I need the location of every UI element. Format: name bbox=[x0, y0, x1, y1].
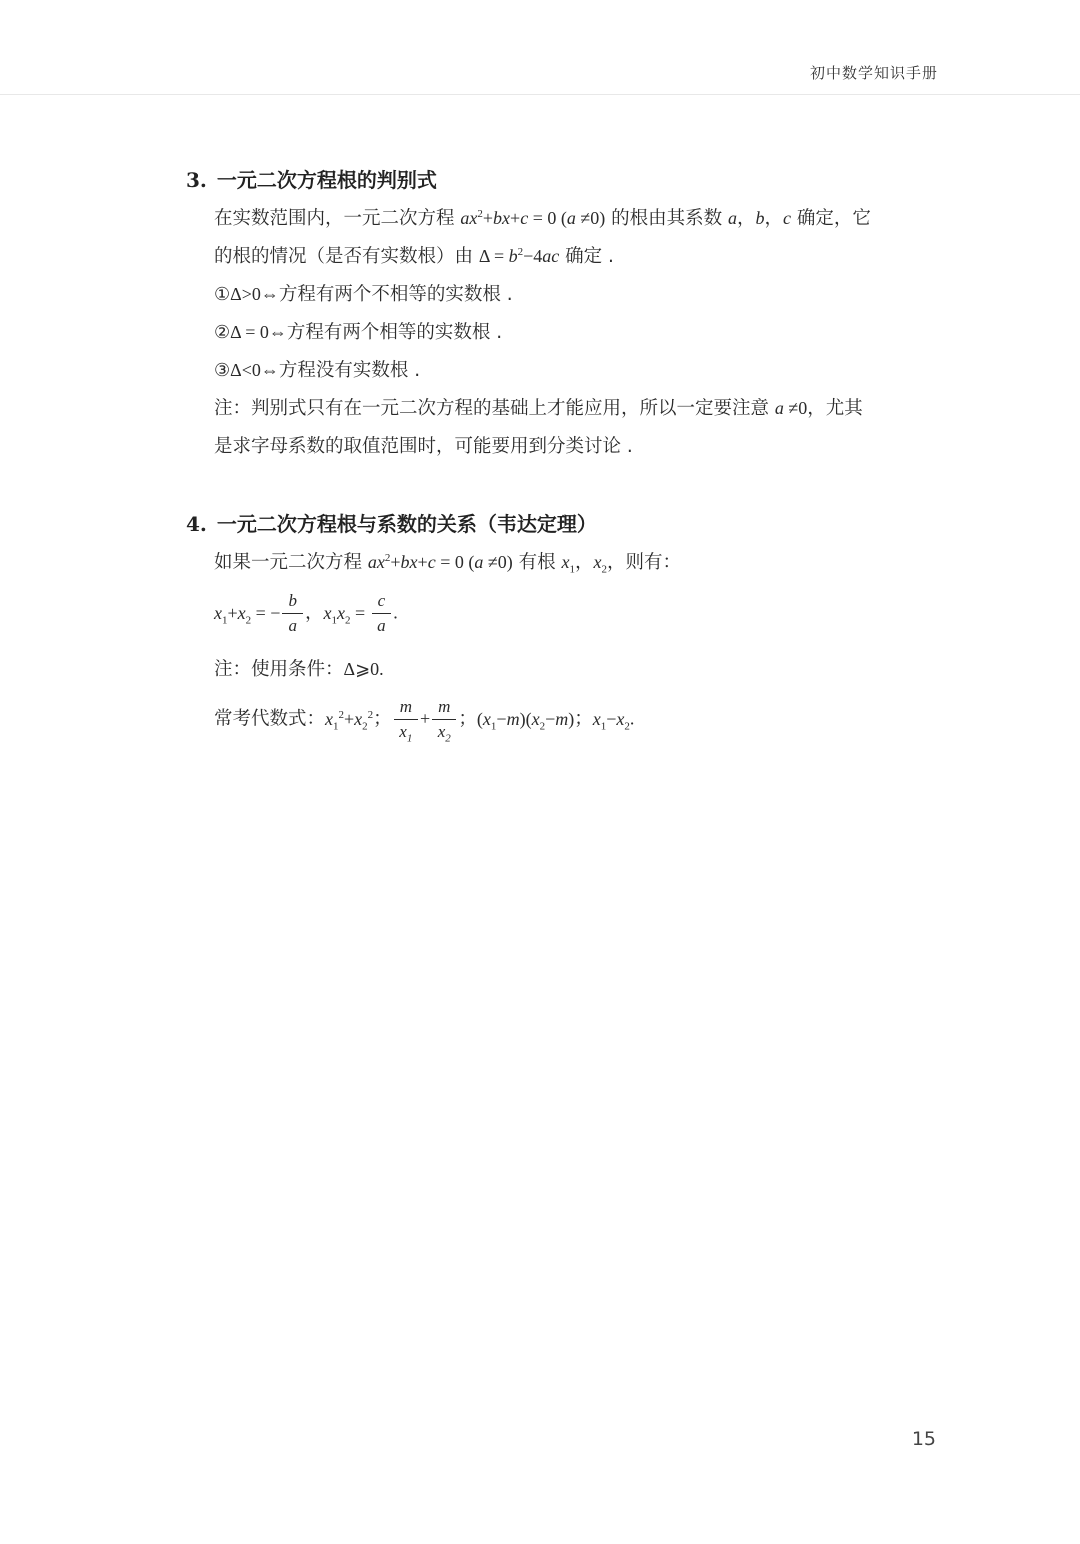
section-3-note-line-1: 注：判别式只有在一元二次方程的基础上才能应用，所以一定要注意 a ≠0，尤其 bbox=[214, 398, 863, 419]
section-4-title bbox=[186, 508, 597, 537]
discriminant-case-3: ③Δ<0⇔方程没有实数根 . bbox=[214, 360, 421, 381]
fraction-c-over-a: $\frac{c}{a}$ bbox=[372, 590, 392, 637]
section-3-number: 3. bbox=[186, 168, 207, 192]
discriminant-case-2: ②Δ = 0⇔方程有两个相等的实数根 . bbox=[214, 322, 503, 343]
section-4-paragraph: 如果一元二次方程 $ax^2+bx+c = 0$ (a ≠0) 有根 $x_1$，$x_2$，则有： bbox=[214, 552, 682, 576]
expr-sum-of-squares: $x_1^2+x_2^2$ bbox=[325, 708, 374, 733]
section-3-paragraph-line-1: 在实数范围内，一元二次方程 $ax^2+bx+c = 0$ (a ≠0) 的根由其系数 a，b，c 确定，它 bbox=[214, 208, 871, 229]
page-number: 15 bbox=[911, 1428, 936, 1450]
header-title: 初中数学知识手册 bbox=[809, 64, 938, 82]
section-4-heading: 一元二次方程根与系数的关系（韦达定理） bbox=[216, 512, 597, 536]
fraction-m-over-x1: $\frac{m}{x_1}$ bbox=[394, 696, 418, 743]
quadratic-equation: $ax^2+bx+c = 0$ (a ≠0) bbox=[460, 208, 606, 228]
vieta-formulas: $x_1+x_2$ = − $\frac{b}{a}$ ，$x_1x_2$ = $\frac{c}{a}$ . bbox=[214, 591, 398, 635]
expr-difference: $x_1-x_2$ bbox=[592, 708, 630, 733]
section-3-paragraph-line-2: 的根的情况（是否有实数根）由 $\Delta = b^2-4ac$ 确定 . bbox=[214, 246, 614, 267]
section-4-note: 注：使用条件：Δ⩾0. bbox=[214, 659, 384, 680]
discriminant-case-1: ①Δ>0⇔方程有两个不相等的实数根 . bbox=[214, 284, 513, 305]
section-3-heading: 一元二次方程根的判别式 bbox=[216, 168, 437, 192]
quadratic-equation-2: $ax^2+bx+c = 0$ (a ≠0) bbox=[367, 552, 513, 572]
fraction-m-over-x2: $\frac{m}{x_2}$ bbox=[432, 696, 456, 743]
expr-product: $(x_1-m)(x_2-m)$ bbox=[476, 708, 575, 733]
fraction-b-over-a: $\frac{b}{a}$ bbox=[282, 590, 303, 637]
common-expressions: 常考代数式：$x_1^2+x_2^2$； $\frac{m}{x_1}$ + $\frac{m}{x_2}$ ；$(x_1-m)(x_2-m)$；$x_1-x_2$. bbox=[214, 697, 635, 745]
section-3-title bbox=[186, 164, 437, 193]
discriminant-formula: $\Delta = b^2-4ac$ bbox=[478, 246, 560, 266]
page-header bbox=[0, 0, 1080, 95]
section-3-note-line-2: 是求字母系数的取值范围时，可能要用到分类讨论 . bbox=[214, 436, 633, 457]
section-4-number: 4. bbox=[186, 512, 207, 536]
